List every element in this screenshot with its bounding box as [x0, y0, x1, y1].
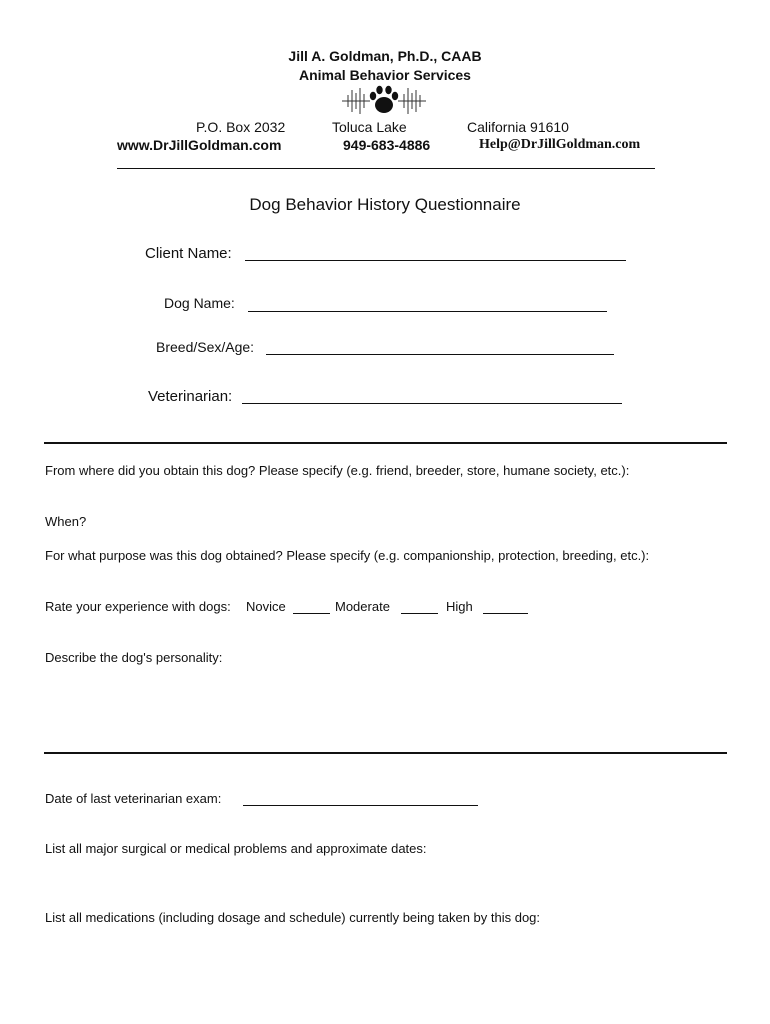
section-divider [44, 442, 727, 444]
experience-moderate-field[interactable] [401, 613, 438, 614]
last-exam-field[interactable] [243, 805, 478, 806]
form-title: Dog Behavior History Questionnaire [249, 195, 521, 214]
experience-high-field[interactable] [483, 613, 528, 614]
address-state-zip: California 91610 [467, 119, 569, 135]
experience-high-label: High [446, 599, 473, 614]
letterhead-divider [117, 168, 655, 169]
address-city: Toluca Lake [332, 119, 407, 135]
question-when: When? [45, 514, 87, 529]
dog-name-field[interactable] [248, 311, 607, 312]
question-personality: Describe the dog's personality: [45, 650, 223, 665]
letterhead-name: Jill A. Goldman, Ph.D., CAAB [288, 48, 482, 64]
dog-name-label: Dog Name: [164, 295, 235, 311]
email-link[interactable]: Help@DrJillGoldman.com [479, 137, 641, 152]
section-divider-2 [44, 752, 727, 754]
question-medical: List all major surgical or medical problems and approximate dates: [45, 841, 427, 856]
address-po-box: P.O. Box 2032 [196, 119, 286, 135]
experience-label: Rate your experience with dogs: [45, 599, 231, 614]
breed-sex-age-label: Breed/Sex/Age: [156, 339, 255, 355]
experience-moderate-label: Moderate [335, 599, 390, 614]
question-medications: List all medications (including dosage and schedule) currently being taken by this dog: [45, 910, 541, 925]
phone-number: 949-683-4886 [343, 137, 431, 153]
last-exam-label: Date of last veterinarian exam: [45, 791, 222, 806]
veterinarian-label: Veterinarian: [148, 388, 233, 405]
question-purpose: For what purpose was this dog obtained? Please specify (e.g. companionship, protection, breeding, etc.): [45, 548, 650, 563]
experience-novice-field[interactable] [293, 613, 330, 614]
breed-sex-age-field[interactable] [266, 354, 614, 355]
client-name-field[interactable] [245, 260, 626, 261]
veterinarian-field[interactable] [242, 403, 622, 404]
letterhead-business: Animal Behavior Services [299, 67, 471, 83]
experience-novice-label: Novice [246, 599, 286, 614]
paw-print-icon [340, 84, 428, 118]
website-link[interactable]: www.DrJillGoldman.com [117, 137, 282, 153]
client-name-label: Client Name: [145, 245, 232, 262]
question-obtain: From where did you obtain this dog? Please specify (e.g. friend, breeder, store, humane society, etc.): [45, 463, 630, 478]
